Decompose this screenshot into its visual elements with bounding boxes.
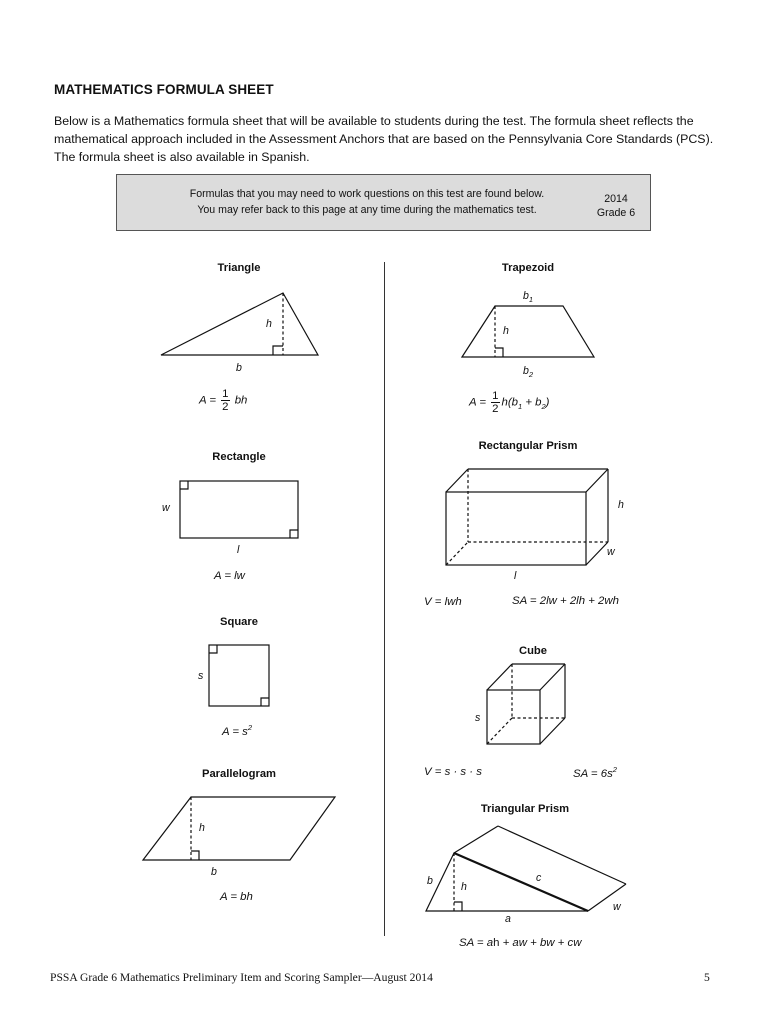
- trapezoid-formula-sub2: 2: [541, 401, 546, 411]
- parallelogram-title: Parallelogram: [202, 768, 276, 780]
- tri-prism-surface-h: h: [493, 937, 500, 949]
- tri-prism-a-label: a: [505, 913, 511, 925]
- triangular-prism-figure: [426, 826, 626, 911]
- tri-prism-surface-formula: [459, 937, 581, 949]
- notice-grade: Grade 6: [596, 207, 636, 219]
- cube-title: Cube: [519, 645, 547, 657]
- trapezoid-title: Trapezoid: [501, 262, 555, 274]
- cube-surface-formula: [573, 765, 617, 780]
- parallelogram-height-label: h: [199, 822, 205, 834]
- one-half-fraction: [491, 390, 499, 415]
- notice-line-2: You may refer back to this page at any time during the mathematics test.: [197, 204, 537, 216]
- frac-num: 1: [492, 390, 499, 402]
- trapezoid-formula-plus: + b: [522, 396, 542, 409]
- prism-length-label: l: [514, 570, 517, 582]
- trapezoid-height-label: h: [503, 325, 509, 337]
- tri-prism-c-label: c: [536, 872, 542, 884]
- tri-prism-w-label: w: [613, 901, 621, 913]
- prism-height-label: h: [618, 499, 624, 511]
- trapezoid-formula: [469, 390, 549, 415]
- cube-volume-formula: V = s · s · s: [424, 766, 482, 778]
- triangle-figure: [161, 293, 318, 355]
- tri-prism-surface-post: + aw + bw + cw: [499, 937, 582, 949]
- prism-volume-formula: V = lwh: [424, 596, 462, 608]
- intro-paragraph: Below is a Mathematics formula sheet that will be available to students during the test. The formula sheet reflects the mathematical approach included in the Assessment Anchors that are based on the Pennsylvania Core Standards (PCS). The formula sheet is also available in Spanish.: [54, 114, 714, 164]
- cube-surface-base: SA = 6s: [573, 767, 613, 780]
- triangle-base-label: b: [236, 362, 242, 374]
- triangular-prism-title: Triangular Prism: [480, 803, 570, 815]
- trapezoid-b2-label: [523, 365, 533, 379]
- rectangle-length-label: l: [237, 544, 240, 556]
- frac-den: 2: [492, 403, 499, 415]
- square-figure: [209, 645, 269, 706]
- cube-surface-exp: 2: [612, 765, 617, 774]
- footer-source: PSSA Grade 6 Mathematics Preliminary Item and Scoring Sampler—August 2014: [50, 971, 433, 984]
- rectangle-title: Rectangle: [212, 451, 266, 463]
- trapezoid-figure: [462, 306, 594, 357]
- page-number: 5: [704, 971, 710, 984]
- tri-prism-surface-pre: SA = a: [459, 937, 494, 949]
- triangle-formula-prefix: A =: [199, 394, 216, 407]
- square-formula: [222, 723, 252, 738]
- trapezoid-b1-sub: 1: [528, 295, 534, 305]
- parallelogram-base-label: b: [211, 866, 217, 878]
- triangle-formula-suffix: bh: [234, 394, 248, 407]
- square-title: Square: [220, 616, 258, 628]
- frac-den: 2: [222, 401, 229, 413]
- trapezoid-formula-h: h(b: [501, 396, 518, 409]
- rectangular-prism-title: Rectangular Prism: [478, 440, 578, 452]
- square-formula-exp: 2: [247, 723, 253, 732]
- triangle-formula: [199, 388, 247, 413]
- rectangle-formula: A = lw: [214, 570, 245, 582]
- trapezoid-formula-close: ): [545, 396, 550, 409]
- notice-year: 2014: [604, 193, 628, 205]
- tri-prism-h-label: h: [461, 881, 467, 893]
- prism-surface-formula: SA = 2lw + 2lh + 2wh: [512, 595, 619, 607]
- one-half-fraction: [221, 388, 229, 413]
- trapezoid-b1-label: [523, 290, 533, 304]
- triangle-title: Triangle: [217, 262, 261, 274]
- square-formula-base: A = s: [222, 725, 248, 738]
- rectangle-figure: [180, 481, 298, 538]
- cube-side-label: s: [475, 712, 481, 724]
- parallelogram-formula: A = bh: [220, 891, 253, 903]
- prism-width-label: w: [607, 546, 615, 558]
- parallelogram-figure: [143, 797, 335, 860]
- trapezoid-b2: b: [523, 365, 529, 377]
- square-side-label: s: [198, 670, 204, 682]
- rectangle-width-label: w: [162, 502, 170, 514]
- frac-num: 1: [222, 388, 229, 400]
- page-title: MATHEMATICS FORMULA SHEET: [54, 82, 274, 97]
- trapezoid-b1: b: [523, 290, 529, 302]
- rectangular-prism-figure: [446, 469, 608, 565]
- trapezoid-formula-prefix: A =: [469, 396, 486, 409]
- trapezoid-b2-sub: 2: [528, 370, 534, 380]
- notice-line-1: Formulas that you may need to work questions on this test are found below.: [189, 188, 545, 200]
- triangle-height-label: h: [266, 318, 272, 330]
- cube-figure: [487, 664, 565, 744]
- tri-prism-b-label: b: [427, 875, 433, 887]
- trapezoid-formula-sub1: 1: [517, 401, 523, 411]
